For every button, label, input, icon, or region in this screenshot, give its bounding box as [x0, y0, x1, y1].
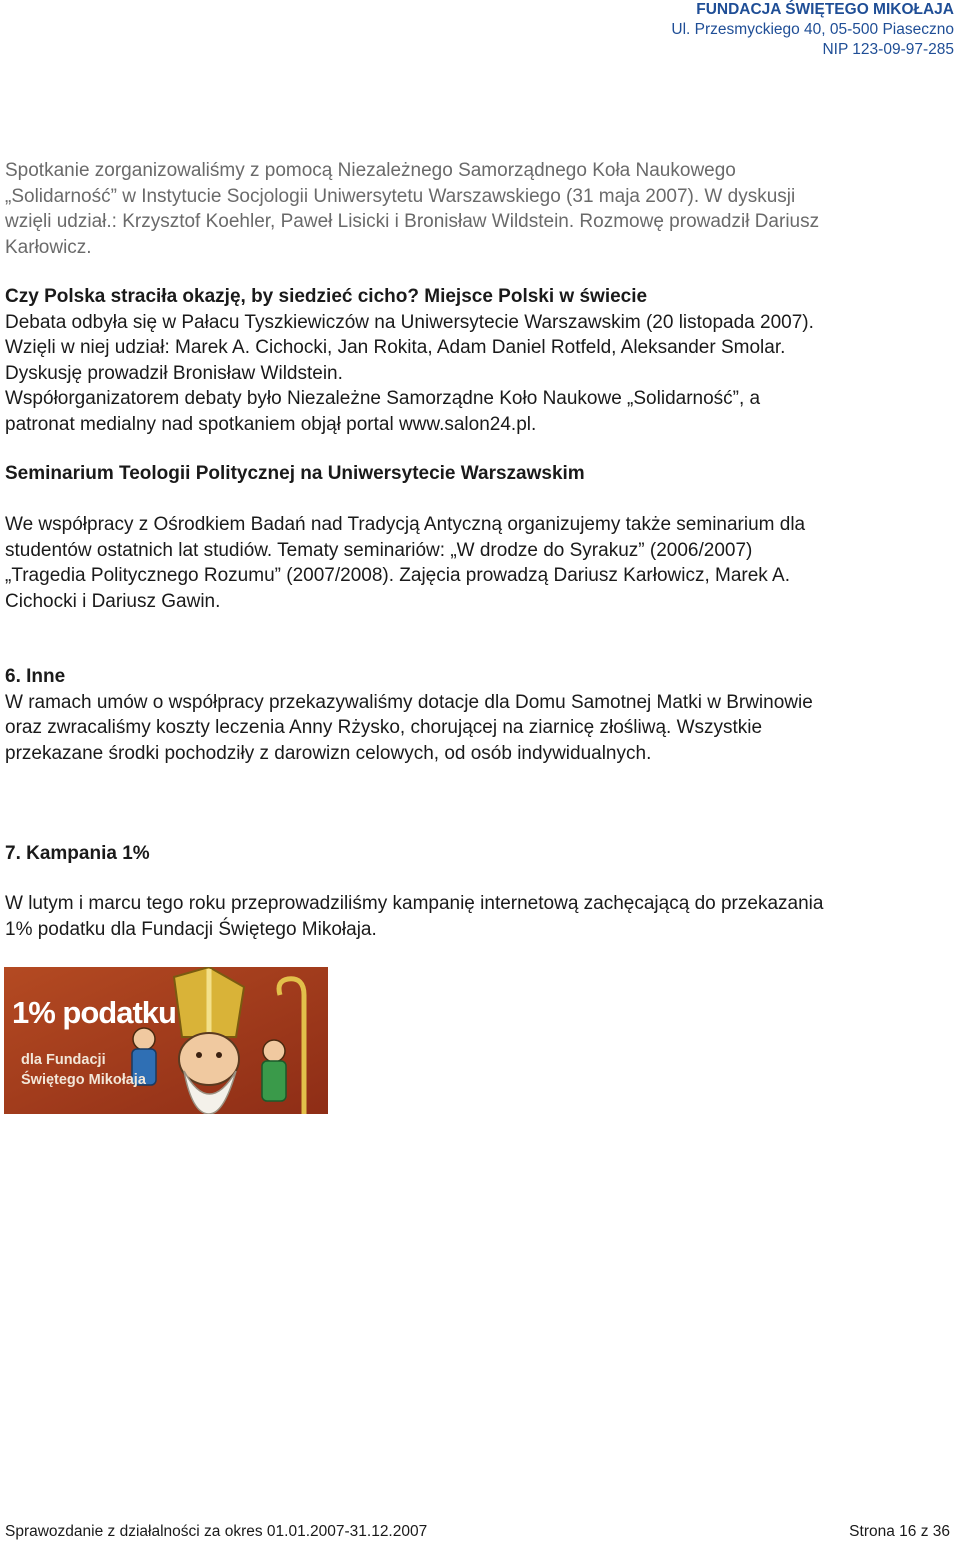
section-6-line: W ramach umów o współpracy przekazywaliśmy dotacje dla Domu Samotnej Matki w Brwinowie [5, 691, 813, 713]
seminar-title: Seminarium Teologii Politycznej na Uniwersytecie Warszawskim [5, 463, 585, 484]
debate-line: patronat medialny nad spotkaniem objął portal www.salon24.pl. [5, 413, 537, 435]
seminar-line: We współpracy z Ośrodkiem Badań nad Tradycją Antyczną organizujemy także seminarium dla [5, 514, 806, 535]
section-7 [5, 841, 950, 867]
page-number: Strona 16 z 36 [849, 1523, 950, 1540]
section-6-title: 6. Inne [5, 666, 66, 687]
section-7-line: 1% podatku dla Fundacji Świętego Mikołaja. [5, 918, 377, 940]
section-6-line: oraz zwracaliśmy koszty leczenia Anny Rżysko, chorującej na ziarnicę złośliwą. Wszystkie [5, 717, 763, 738]
section-7-title: 7. Kampania 1% [5, 843, 150, 864]
seminar-line: studentów ostatnich lat studiów. Tematy seminariów: „W drodze do Syrakuz” (2006/2007) [5, 539, 753, 561]
org-address: Ul. Przesmyckiego 40, 05-500 Piaseczno [671, 21, 954, 38]
debate-line: Wzięli w niej udział: Marek A. Cichocki, Jan Rokita, Adam Daniel Rotfeld, Aleksander Smolar. [5, 337, 786, 358]
section-7-body [5, 891, 950, 942]
debate-line: Debata odbyła się w Pałacu Tyszkiewiczów na Uniwersytecie Warszawskim (20 listopada 2007). [5, 311, 814, 333]
banner-headline: 1% podatku [12, 995, 176, 1030]
section-6 [5, 664, 950, 766]
seminar-line: „Tragedia Politycznego Rozumu” (2007/2008). Zajęcia prowadzą Dariusz Karłowicz, Marek A. [5, 565, 790, 586]
org-name: FUNDACJA ŚWIĘTEGO MIKOŁAJA [696, 1, 954, 18]
report-title: Sprawozdanie z działalności za okres 01.01.2007-31.12.2007 [5, 1523, 428, 1540]
banner-subtitle-line: dla Fundacji [21, 1052, 106, 1068]
section-6-line: przekazane środki pochodziły z darowizn celowych, od osób indywidualnych. [5, 742, 652, 764]
debate-line: Współorganizatorem debaty było Niezależne Samorządne Koło Naukowe „Solidarność”, a [5, 388, 761, 409]
banner-illustration [4, 967, 328, 1114]
intro-line: „Solidarność” w Instytucie Socjologii Uniwersytetu Warszawskiego (31 maja 2007). W dyskusji [5, 185, 796, 207]
debate-section [5, 284, 950, 437]
banner-subtitle [21, 1050, 146, 1090]
intro-paragraph [5, 158, 950, 260]
page-footer [5, 1523, 950, 1541]
campaign-banner-image [4, 967, 328, 1114]
letterhead [671, 0, 954, 60]
debate-line: Dyskusję prowadził Bronisław Wildstein. [5, 362, 343, 384]
section-7-line: W lutym i marcu tego roku przeprowadziliśmy kampanię internetową zachęcającą do przekazania [5, 893, 824, 914]
seminar-section [5, 461, 950, 487]
seminar-line: Cichocki i Dariusz Gawin. [5, 590, 221, 612]
intro-line: wzięli udział.: Krzysztof Koehler, Paweł Lisicki i Bronisław Wildstein. Rozmowę prowadził Dariusz [5, 211, 820, 232]
debate-title: Czy Polska straciła okazję, by siedzieć cicho? Miejsce Polski w świecie [5, 286, 648, 307]
banner-subtitle-line: Świętego Mikołaja [21, 1072, 146, 1088]
org-nip: NIP 123-09-97-285 [822, 41, 954, 58]
seminar-body [5, 512, 950, 614]
intro-line: Karłowicz. [5, 236, 92, 258]
intro-line: Spotkanie zorganizowaliśmy z pomocą Niezależnego Samorządnego Koła Naukowego [5, 160, 736, 181]
